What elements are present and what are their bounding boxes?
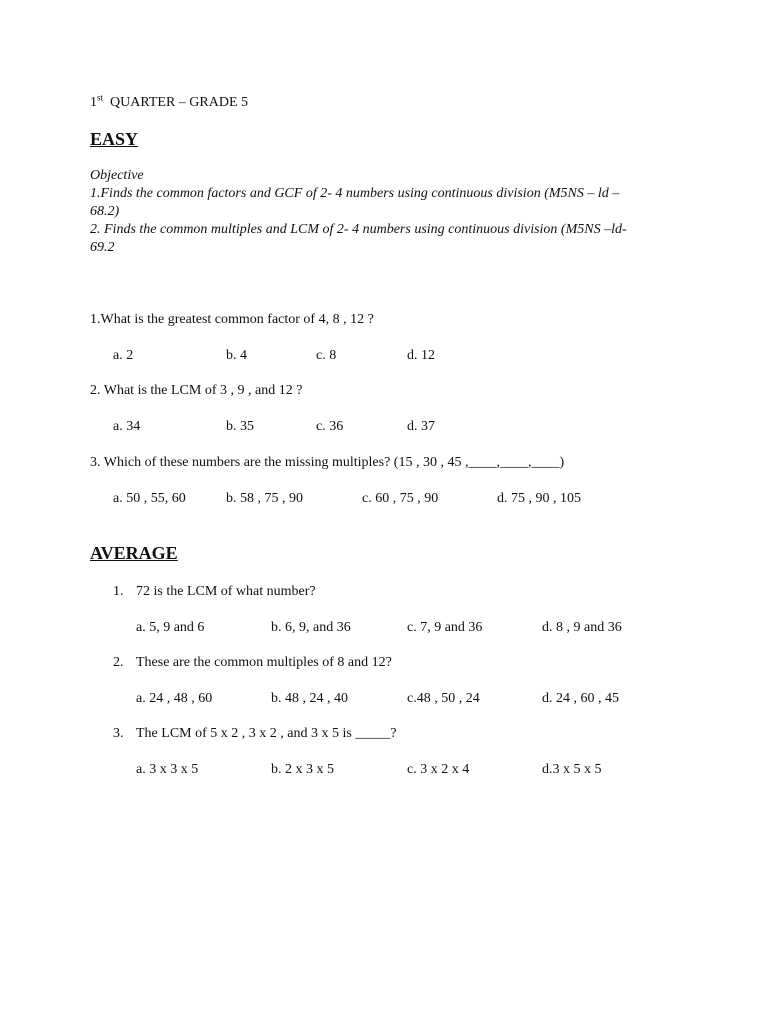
average-question-2: These are the common multiples of 8 and 12? — [136, 655, 392, 670]
answer-option: a. 50 , 55, 60 — [113, 491, 186, 506]
answer-option: b. 48 , 24 , 40 — [271, 691, 348, 706]
objective-line: 69.2 — [90, 240, 115, 255]
easy-question-3: 3. Which of these numbers are the missing multiples? (15 , 30 , 45 ,____,____,____) — [90, 455, 565, 470]
quarter-grade-header — [90, 94, 248, 111]
answer-option: d. 37 — [407, 419, 435, 434]
easy-question-1: 1.What is the greatest common factor of 4, 8 , 12 ? — [90, 312, 374, 327]
easy-question-2: 2. What is the LCM of 3 , 9 , and 12 ? — [90, 383, 303, 398]
objective-label: Objective — [90, 168, 144, 183]
answer-option: d. 12 — [407, 348, 435, 363]
answer-option: d. 75 , 90 , 105 — [497, 491, 581, 506]
objective-line: 68.2) — [90, 204, 120, 219]
answer-option: b. 6, 9, and 36 — [271, 620, 351, 635]
answer-option: c. 3 x 2 x 4 — [407, 762, 470, 777]
answer-option: b. 35 — [226, 419, 254, 434]
answer-option: d. 8 , 9 and 36 — [542, 620, 622, 635]
question-number: 1. — [113, 584, 124, 599]
answer-option: a. 34 — [113, 419, 141, 434]
answer-option: c.48 , 50 , 24 — [407, 691, 480, 706]
answer-option: c. 36 — [316, 419, 344, 434]
answer-option: b. 4 — [226, 348, 247, 363]
answer-option: d. 24 , 60 , 45 — [542, 691, 619, 706]
answer-option: b. 58 , 75 , 90 — [226, 491, 303, 506]
answer-option: a. 3 x 3 x 5 — [136, 762, 199, 777]
objective-line: 2. Finds the common multiples and LCM of 2- 4 numbers using continuous division (M5NS –ld- — [90, 222, 627, 237]
answer-option: a. 5, 9 and 6 — [136, 620, 205, 635]
answer-option: a. 24 , 48 , 60 — [136, 691, 213, 706]
question-number: 3. — [113, 726, 124, 741]
answer-option: c. 60 , 75 , 90 — [362, 491, 439, 506]
quarter-number: 1 — [90, 95, 97, 110]
answer-option: c. 7, 9 and 36 — [407, 620, 483, 635]
quarter-ordinal: st — [97, 92, 104, 103]
answer-option: b. 2 x 3 x 5 — [271, 762, 334, 777]
answer-option: a. 2 — [113, 348, 134, 363]
average-heading: AVERAGE — [90, 543, 178, 563]
average-question-3: The LCM of 5 x 2 , 3 x 2 , and 3 x 5 is _____? — [136, 726, 397, 741]
average-question-1: 72 is the LCM of what number? — [136, 584, 316, 599]
question-number: 2. — [113, 655, 124, 670]
answer-option: c. 8 — [316, 348, 337, 363]
objective-line: 1.Finds the common factors and GCF of 2- 4 numbers using continuous division (M5NS – ld – — [90, 186, 620, 201]
quarter-grade-label: QUARTER – GRADE 5 — [110, 95, 249, 110]
answer-option: d.3 x 5 x 5 — [542, 762, 602, 777]
easy-heading: EASY — [90, 129, 139, 149]
